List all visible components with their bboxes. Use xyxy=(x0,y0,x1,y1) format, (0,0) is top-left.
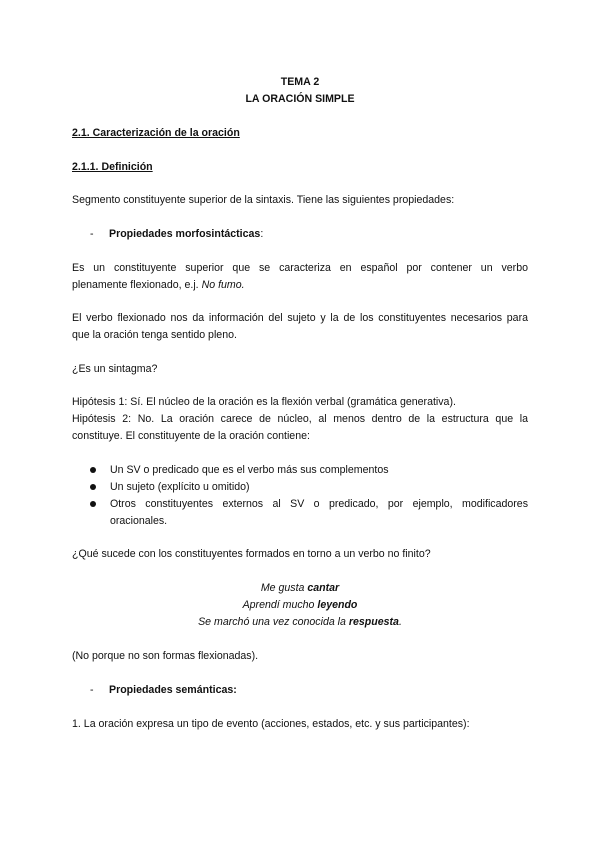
hypothesis-2-line1: Hipótesis 2: No. La oración carece de núcleo, al menos dentro de la estructura que la xyxy=(72,413,528,425)
para1-example: No fumo. xyxy=(201,279,245,291)
list-item-text: Un sujeto (explícito u omitido) xyxy=(110,481,250,493)
bullet-icon xyxy=(90,501,96,507)
question-sintagma: ¿Es un sintagma? xyxy=(72,363,158,375)
morph-colon: : xyxy=(260,228,264,240)
morph-heading xyxy=(90,227,546,241)
para2-line1: El verbo flexionado nos da información del sujeto y la de los constituyentes necesarios para xyxy=(72,312,528,324)
intro-paragraph: Segmento constituyente superior de la sintaxis. Tiene las siguientes propiedades: xyxy=(72,194,455,206)
list-item-text: Otros constituyentes externos al SV o predicado, por ejemplo, modificadores xyxy=(110,498,528,510)
question-no-finito: ¿Qué sucede con los constituyentes formados en torno a un verbo no finito? xyxy=(72,548,431,560)
doc-subtitle: LA ORACIÓN SIMPLE xyxy=(245,93,355,105)
para1-line1: Es un constituyente superior que se caracteriza en español por contener un verbo xyxy=(72,262,528,274)
dash-marker: - xyxy=(90,228,94,240)
hypothesis-2-line2: constituye. El constituyente de la oración contiene: xyxy=(72,430,310,442)
doc-title: TEMA 2 xyxy=(280,76,320,88)
para2-line2: que la oración tenga sentido pleno. xyxy=(72,329,237,341)
list-item-text: oracionales. xyxy=(110,515,168,527)
subsection-heading: 2.1.1. Definición xyxy=(72,161,153,173)
morph-title: Propiedades morfosintácticas xyxy=(109,228,261,240)
numbered-item xyxy=(72,717,528,731)
example-pre: Me gusta xyxy=(260,582,308,594)
bullet-icon xyxy=(90,484,96,490)
hypothesis-1: Hipótesis 1: Sí. El núcleo de la oración es la flexión verbal (gramática generativa). xyxy=(72,396,456,408)
example-post: . xyxy=(398,616,402,628)
example-line xyxy=(72,581,528,595)
bullet-icon xyxy=(90,467,96,473)
example-pre: Aprendí mucho xyxy=(242,599,318,611)
item-number: 1. xyxy=(72,718,81,730)
sem-title: Propiedades semánticas: xyxy=(109,684,237,696)
note-paragraph: (No porque no son formas flexionadas). xyxy=(72,650,259,662)
list-item-text: Un SV o predicado que es el verbo más sus complementos xyxy=(110,464,389,476)
example-line xyxy=(72,598,528,612)
sem-heading xyxy=(90,683,546,697)
example-bold: cantar xyxy=(307,582,340,594)
example-pre: Se marchó una vez conocida la xyxy=(198,616,349,628)
para1-text: plenamente flexionado, e.j. xyxy=(72,279,202,291)
section-heading: 2.1. Caracterización de la oración xyxy=(72,127,240,139)
example-line xyxy=(72,615,528,629)
example-bold: respuesta xyxy=(348,616,399,628)
example-bold: leyendo xyxy=(317,599,358,611)
item-text: La oración expresa un tipo de evento (acciones, estados, etc. y sus participantes): xyxy=(83,718,470,730)
dash-marker: - xyxy=(90,684,94,696)
para1-line2 xyxy=(72,278,528,292)
